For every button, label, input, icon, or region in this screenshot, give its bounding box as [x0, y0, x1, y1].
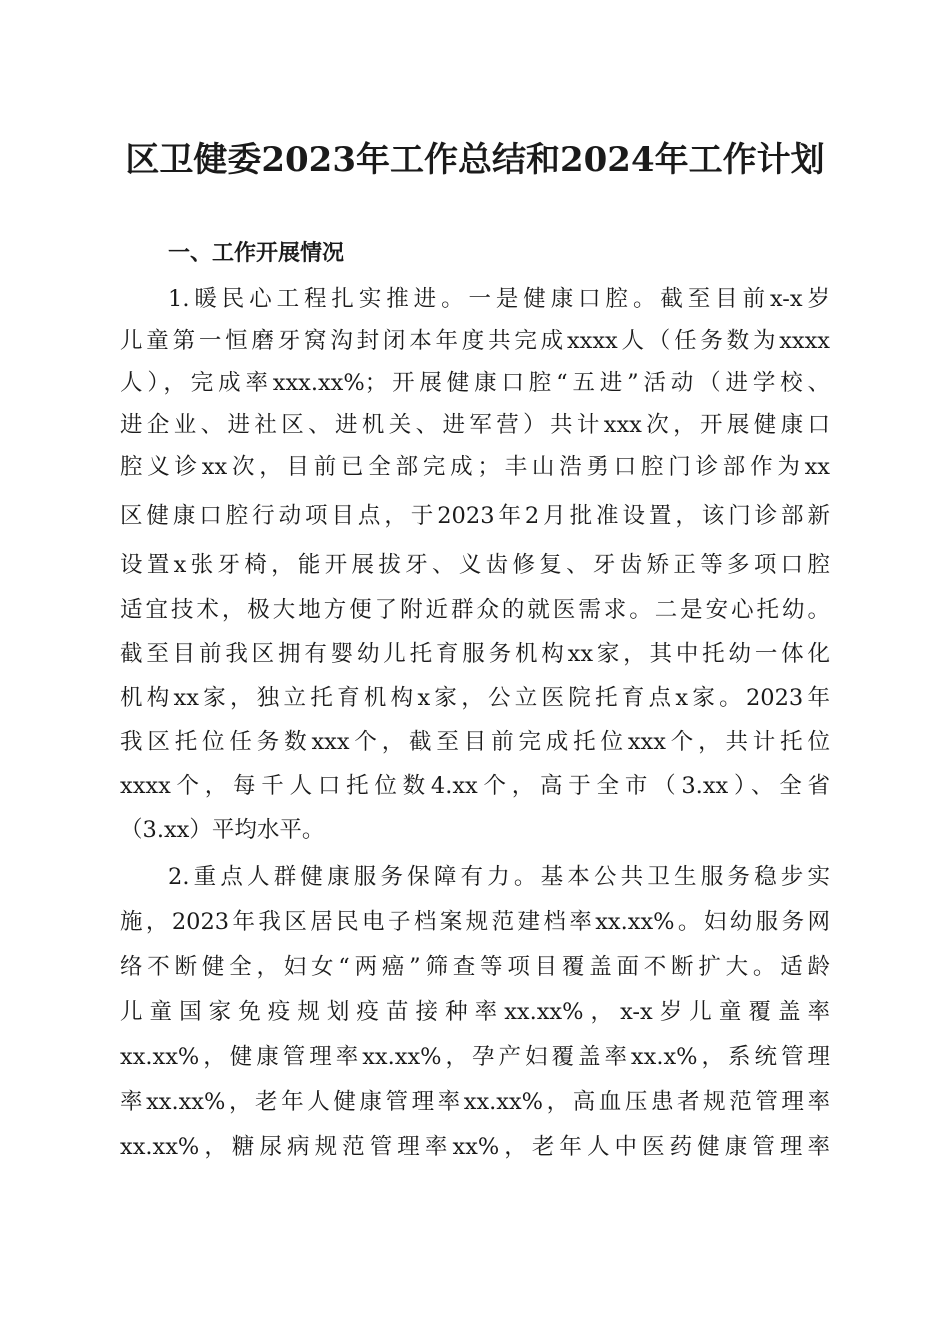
- paragraph-line: 络不断健全，妇女“两癌”筛查等项目覆盖面不断扩大。适龄: [120, 954, 830, 980]
- paragraph-line: 区健康口腔行动项目点，于2023年2月批准设置，该门诊部新: [120, 503, 830, 529]
- paragraph-line: 我区托位任务数xxx个，截至目前完成托位xxx个，共计托位: [120, 729, 830, 755]
- paragraph-line: xxxx个，每千人口托位数4.xx个，高于全市（3.xx）、全省: [120, 773, 830, 799]
- paragraph-line: xx.xx%，糖尿病规范管理率xx%，老年人中医药健康管理率: [120, 1134, 830, 1160]
- paragraph-line: xx.xx%，健康管理率xx.xx%，孕产妇覆盖率xx.x%，系统管理: [120, 1044, 830, 1070]
- paragraph-line: 机构xx家，独立托育机构x家，公立医院托育点x家。2023年: [120, 685, 830, 711]
- paragraph-line: 截至目前我区拥有婴幼儿托育服务机构xx家，其中托幼一体化: [120, 641, 830, 667]
- paragraph-line: 1.暖民心工程扎实推进。一是健康口腔。截至目前x-x岁: [168, 286, 830, 312]
- paragraph-line: 人），完成率xxx.xx%；开展健康口腔“五进”活动（进学校、: [120, 370, 830, 396]
- paragraph-line: 儿童第一恒磨牙窝沟封闭本年度共完成xxxx人（任务数为xxxx: [120, 328, 830, 354]
- paragraph-line: 适宜技术，极大地方便了附近群众的就医需求。二是安心托幼。: [120, 597, 830, 623]
- paragraph-line: 2.重点人群健康服务保障有力。基本公共卫生服务稳步实: [168, 864, 830, 890]
- paragraph-line: 率xx.xx%，老年人健康管理率xx.xx%，高血压患者规范管理率: [120, 1089, 830, 1115]
- paragraph-line: 进企业、进社区、进机关、进军营）共计xxx次，开展健康口: [120, 412, 830, 438]
- paragraph-line: （3.xx）平均水平。: [120, 817, 325, 843]
- document-title: 区卫健委2023年工作总结和2024年工作计划: [125, 140, 825, 180]
- paragraph-line: 施，2023年我区居民电子档案规范建档率xx.xx%。妇幼服务网: [120, 909, 830, 935]
- paragraph-line: 设置x张牙椅，能开展拔牙、义齿修复、牙齿矫正等多项口腔: [120, 552, 830, 578]
- section-heading: 一、工作开展情况: [168, 241, 345, 266]
- paragraph-line: 儿童国家免疫规划疫苗接种率xx.xx%，x-x岁儿童覆盖率: [120, 999, 830, 1025]
- paragraph-line: 腔义诊xx次，目前已全部完成；丰山浩勇口腔门诊部作为xx: [120, 454, 830, 480]
